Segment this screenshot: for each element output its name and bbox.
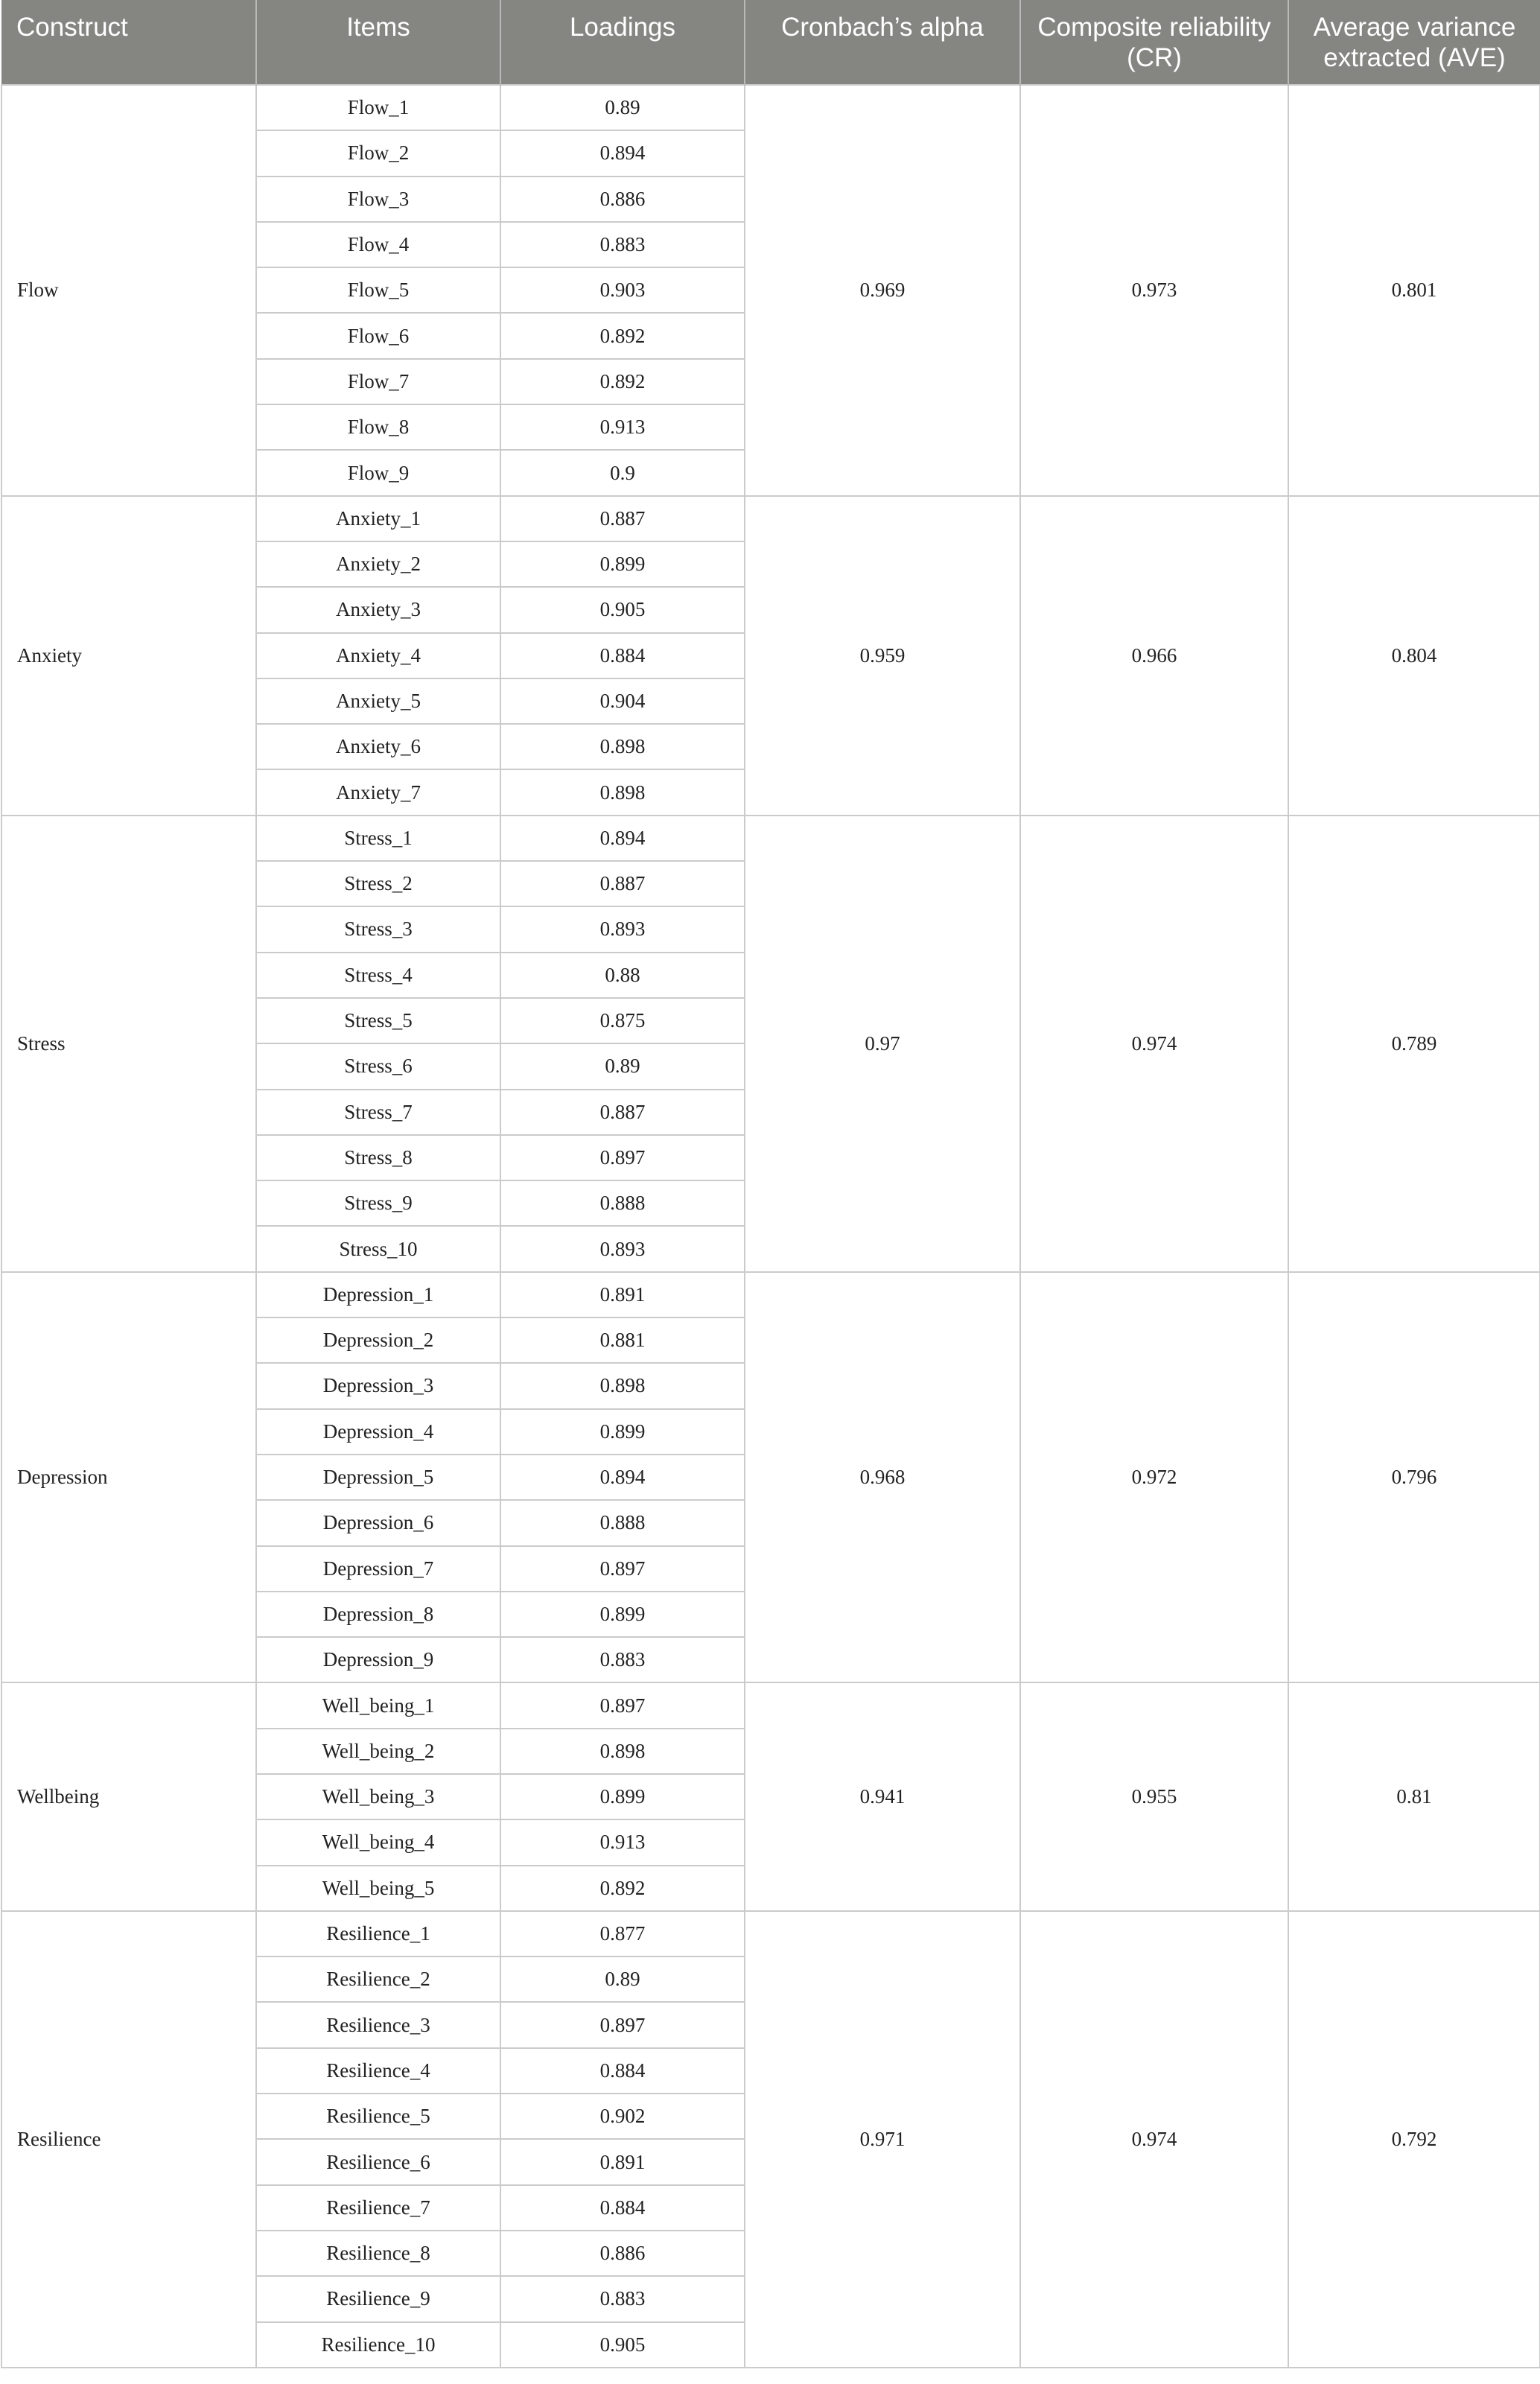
item-name-cell: Flow_7 bbox=[256, 359, 500, 404]
loading-cell: 0.9 bbox=[500, 450, 745, 495]
item-name-cell: Resilience_9 bbox=[256, 2276, 500, 2321]
cronbach-alpha-cell: 0.968 bbox=[745, 1272, 1020, 1683]
construct-cell: Flow bbox=[1, 85, 256, 496]
item-name-cell: Stress_8 bbox=[256, 1135, 500, 1180]
item-name-cell: Stress_3 bbox=[256, 906, 500, 952]
header-composite-reliability: Composite reliability (CR) bbox=[1020, 0, 1288, 85]
item-name-cell: Depression_3 bbox=[256, 1363, 500, 1408]
item-name-cell: Flow_2 bbox=[256, 130, 500, 176]
loading-cell: 0.883 bbox=[500, 222, 745, 267]
header-loadings: Loadings bbox=[500, 0, 745, 85]
loading-cell: 0.875 bbox=[500, 998, 745, 1043]
loading-cell: 0.898 bbox=[500, 1363, 745, 1408]
item-name-cell: Resilience_4 bbox=[256, 2048, 500, 2094]
loading-cell: 0.877 bbox=[500, 1911, 745, 1957]
item-name-cell: Stress_5 bbox=[256, 998, 500, 1043]
loading-cell: 0.888 bbox=[500, 1500, 745, 1545]
table-row bbox=[1, 816, 1540, 861]
item-name-cell: Anxiety_2 bbox=[256, 541, 500, 587]
item-name-cell: Anxiety_3 bbox=[256, 587, 500, 632]
composite-reliability-cell: 0.974 bbox=[1020, 1911, 1288, 2368]
loading-cell: 0.887 bbox=[500, 861, 745, 906]
loading-cell: 0.887 bbox=[500, 496, 745, 541]
loading-cell: 0.894 bbox=[500, 130, 745, 176]
loading-cell: 0.897 bbox=[500, 1682, 745, 1728]
item-name-cell: Depression_4 bbox=[256, 1409, 500, 1455]
construct-cell: Resilience bbox=[1, 1911, 256, 2368]
loading-cell: 0.884 bbox=[500, 2048, 745, 2094]
loading-cell: 0.881 bbox=[500, 1317, 745, 1363]
loading-cell: 0.884 bbox=[500, 633, 745, 678]
item-name-cell: Well_being_3 bbox=[256, 1774, 500, 1819]
item-name-cell: Depression_1 bbox=[256, 1272, 500, 1317]
loading-cell: 0.898 bbox=[500, 1729, 745, 1774]
item-name-cell: Stress_10 bbox=[256, 1226, 500, 1271]
item-name-cell: Well_being_4 bbox=[256, 1819, 500, 1865]
loading-cell: 0.886 bbox=[500, 2231, 745, 2276]
item-name-cell: Depression_5 bbox=[256, 1455, 500, 1500]
cronbach-alpha-cell: 0.971 bbox=[745, 1911, 1020, 2368]
composite-reliability-cell: 0.966 bbox=[1020, 496, 1288, 816]
header-construct: Construct bbox=[1, 0, 256, 85]
table-row bbox=[1, 1911, 1540, 1957]
item-name-cell: Depression_7 bbox=[256, 1546, 500, 1592]
ave-cell: 0.792 bbox=[1288, 1911, 1540, 2368]
item-name-cell: Well_being_5 bbox=[256, 1866, 500, 1911]
loading-cell: 0.897 bbox=[500, 1135, 745, 1180]
loading-cell: 0.913 bbox=[500, 1819, 745, 1865]
loading-cell: 0.904 bbox=[500, 678, 745, 724]
item-name-cell: Resilience_3 bbox=[256, 2002, 500, 2047]
item-name-cell: Flow_6 bbox=[256, 313, 500, 358]
cronbach-alpha-cell: 0.941 bbox=[745, 1682, 1020, 1910]
loading-cell: 0.899 bbox=[500, 1774, 745, 1819]
loading-cell: 0.898 bbox=[500, 769, 745, 815]
loading-cell: 0.897 bbox=[500, 2002, 745, 2047]
loading-cell: 0.88 bbox=[500, 953, 745, 998]
construct-cell: Stress bbox=[1, 816, 256, 1272]
item-name-cell: Flow_9 bbox=[256, 450, 500, 495]
loading-cell: 0.892 bbox=[500, 1866, 745, 1911]
header-ave: Average variance extracted (AVE) bbox=[1288, 0, 1540, 85]
loading-cell: 0.899 bbox=[500, 1409, 745, 1455]
table-row bbox=[1, 85, 1540, 130]
item-name-cell: Stress_9 bbox=[256, 1180, 500, 1226]
loading-cell: 0.899 bbox=[500, 1592, 745, 1637]
item-name-cell: Resilience_8 bbox=[256, 2231, 500, 2276]
loading-cell: 0.887 bbox=[500, 1090, 745, 1135]
item-name-cell: Resilience_10 bbox=[256, 2322, 500, 2368]
item-name-cell: Flow_3 bbox=[256, 177, 500, 222]
item-name-cell: Resilience_2 bbox=[256, 1957, 500, 2002]
item-name-cell: Anxiety_5 bbox=[256, 678, 500, 724]
item-name-cell: Stress_4 bbox=[256, 953, 500, 998]
loading-cell: 0.892 bbox=[500, 359, 745, 404]
item-name-cell: Flow_5 bbox=[256, 267, 500, 313]
loading-cell: 0.891 bbox=[500, 2139, 745, 2184]
composite-reliability-cell: 0.973 bbox=[1020, 85, 1288, 496]
header-cronbach-alpha: Cronbach’s alpha bbox=[745, 0, 1020, 85]
ave-cell: 0.81 bbox=[1288, 1682, 1540, 1910]
loading-cell: 0.898 bbox=[500, 724, 745, 769]
loading-cell: 0.894 bbox=[500, 816, 745, 861]
item-name-cell: Flow_4 bbox=[256, 222, 500, 267]
ave-cell: 0.804 bbox=[1288, 496, 1540, 816]
item-name-cell: Depression_2 bbox=[256, 1317, 500, 1363]
item-name-cell: Stress_7 bbox=[256, 1090, 500, 1135]
ave-cell: 0.801 bbox=[1288, 85, 1540, 496]
loading-cell: 0.894 bbox=[500, 1455, 745, 1500]
item-name-cell: Flow_1 bbox=[256, 85, 500, 130]
loading-cell: 0.888 bbox=[500, 1180, 745, 1226]
item-name-cell: Anxiety_4 bbox=[256, 633, 500, 678]
item-name-cell: Well_being_2 bbox=[256, 1729, 500, 1774]
item-name-cell: Depression_9 bbox=[256, 1637, 500, 1682]
item-name-cell: Flow_8 bbox=[256, 404, 500, 450]
cronbach-alpha-cell: 0.969 bbox=[745, 85, 1020, 496]
loading-cell: 0.902 bbox=[500, 2094, 745, 2139]
header-items: Items bbox=[256, 0, 500, 85]
item-name-cell: Resilience_5 bbox=[256, 2094, 500, 2139]
cronbach-alpha-cell: 0.959 bbox=[745, 496, 1020, 816]
item-name-cell: Stress_1 bbox=[256, 816, 500, 861]
loading-cell: 0.886 bbox=[500, 177, 745, 222]
loading-cell: 0.897 bbox=[500, 1546, 745, 1592]
composite-reliability-cell: 0.955 bbox=[1020, 1682, 1288, 1910]
ave-cell: 0.796 bbox=[1288, 1272, 1540, 1683]
loading-cell: 0.893 bbox=[500, 1226, 745, 1271]
item-name-cell: Anxiety_1 bbox=[256, 496, 500, 541]
item-name-cell: Stress_6 bbox=[256, 1043, 500, 1089]
ave-cell: 0.789 bbox=[1288, 816, 1540, 1272]
item-name-cell: Depression_8 bbox=[256, 1592, 500, 1637]
composite-reliability-cell: 0.974 bbox=[1020, 816, 1288, 1272]
loading-cell: 0.891 bbox=[500, 1272, 745, 1317]
loading-cell: 0.89 bbox=[500, 85, 745, 130]
loading-cell: 0.905 bbox=[500, 587, 745, 632]
loading-cell: 0.903 bbox=[500, 267, 745, 313]
construct-cell: Wellbeing bbox=[1, 1682, 256, 1910]
table-row bbox=[1, 496, 1540, 541]
loading-cell: 0.899 bbox=[500, 541, 745, 587]
loading-cell: 0.89 bbox=[500, 1957, 745, 2002]
item-name-cell: Resilience_7 bbox=[256, 2185, 500, 2231]
item-name-cell: Anxiety_7 bbox=[256, 769, 500, 815]
loading-cell: 0.89 bbox=[500, 1043, 745, 1089]
loading-cell: 0.913 bbox=[500, 404, 745, 450]
loading-cell: 0.892 bbox=[500, 313, 745, 358]
reliability-table bbox=[1, 0, 1540, 2368]
item-name-cell: Stress_2 bbox=[256, 861, 500, 906]
composite-reliability-cell: 0.972 bbox=[1020, 1272, 1288, 1683]
loading-cell: 0.883 bbox=[500, 1637, 745, 1682]
loading-cell: 0.893 bbox=[500, 906, 745, 952]
item-name-cell: Resilience_1 bbox=[256, 1911, 500, 1957]
table-body bbox=[1, 85, 1540, 2368]
item-name-cell: Resilience_6 bbox=[256, 2139, 500, 2184]
construct-cell: Depression bbox=[1, 1272, 256, 1683]
header-row bbox=[1, 0, 1540, 85]
construct-cell: Anxiety bbox=[1, 496, 256, 816]
loading-cell: 0.905 bbox=[500, 2322, 745, 2368]
loading-cell: 0.884 bbox=[500, 2185, 745, 2231]
item-name-cell: Anxiety_6 bbox=[256, 724, 500, 769]
table-row bbox=[1, 1272, 1540, 1317]
item-name-cell: Well_being_1 bbox=[256, 1682, 500, 1728]
table-row bbox=[1, 1682, 1540, 1728]
cronbach-alpha-cell: 0.97 bbox=[745, 816, 1020, 1272]
item-name-cell: Depression_6 bbox=[256, 1500, 500, 1545]
loading-cell: 0.883 bbox=[500, 2276, 745, 2321]
